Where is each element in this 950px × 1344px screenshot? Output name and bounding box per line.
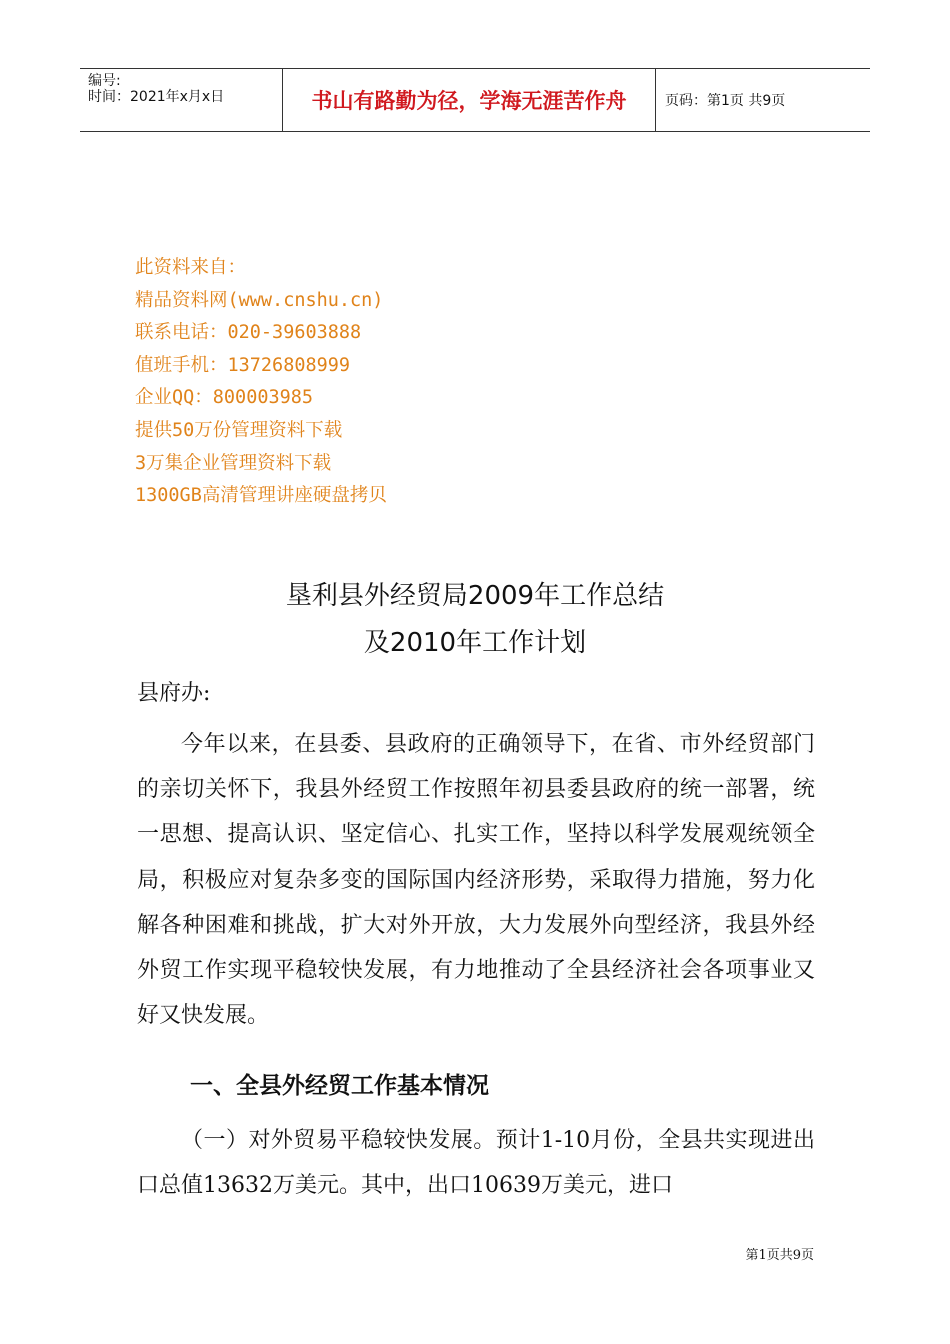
source-line: 值班手机：13726808999: [135, 354, 351, 376]
header-motto: 书山有路勤为径，学海无涯苦作舟: [282, 69, 656, 131]
section-paragraph: （一）对外贸易平稳较快发展。预计1-10月份，全县共实现进出口总值13632万美元。其中，出口10639万美元，进口: [137, 1128, 815, 1199]
source-line: 1300GB高清管理讲座硬盘拷贝: [135, 485, 387, 507]
intro-paragraph: 今年以来，在县委、县政府的正确领导下，在省、市外经贸部门的亲切关怀下，我县外经贸工作按照年初县委县政府的统一部署，统一思想、提高认识、坚定信心、扎实工作，坚持以科学发展观统领全局，积极应对复杂多变的国际国内经济形势，采取得力措施，努力化解各种困难和挑战，扩大对外开放，大力发展外向型经济，我县外经外贸工作实现平稳较快发展，有力地推动了全县经济社会各项事业又好又快发展。: [137, 732, 815, 1029]
time-label: 时间：2021年x月x日: [88, 89, 225, 105]
document-title-line2: 及2010年工作计划: [363, 628, 587, 658]
source-line: 精品资料网(www.cnshu.cn): [135, 289, 384, 311]
salutation: 县府办:: [137, 681, 211, 706]
page-header: [80, 68, 870, 132]
document-title-line1: 垦利县外经贸局2009年工作总结: [285, 581, 665, 611]
source-line: 此资料来自：: [135, 257, 247, 278]
source-line: 3万集企业管理资料下载: [135, 452, 332, 474]
source-line: 提供50万份管理资料下载: [135, 419, 343, 441]
footer-page-info: 第1页共9页: [745, 1248, 814, 1263]
section-heading: 一、全县外经贸工作基本情况: [190, 1073, 489, 1099]
header-meta: [80, 69, 282, 131]
source-line: 企业QQ：800003985: [135, 387, 314, 409]
source-line: 联系电话：020-39603888: [135, 322, 362, 344]
source-block: [135, 252, 387, 513]
code-label: 编号:: [88, 73, 121, 89]
header-page-info: 页码：第1页 共9页: [665, 93, 786, 109]
